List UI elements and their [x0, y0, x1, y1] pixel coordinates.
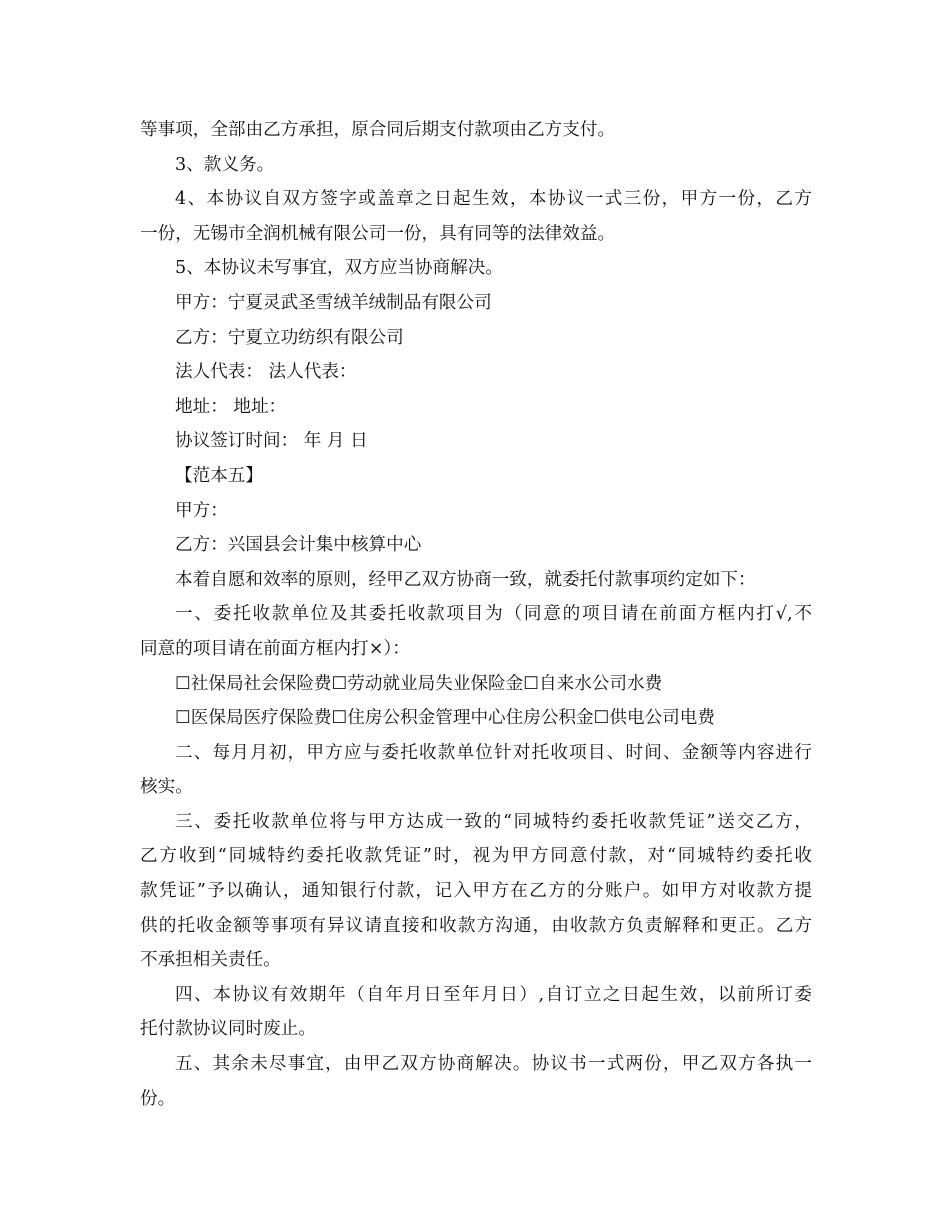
article-3: 三、委托收款单位将与甲方达成一致的“同城特约委托收款凭证”送交乙方，: [175, 811, 812, 832]
text-line: 同意的项目请在前面方框内打×）：: [140, 638, 410, 659]
checkbox-options-line: ☐社保局社会保险费☐劳动就业局失业保险金☐自来水公司水费: [175, 673, 663, 694]
clause-3: 3、款义务。: [175, 154, 275, 175]
party-b-line: 乙方：宁夏立功纺织有限公司: [175, 327, 404, 348]
party-a-line: 甲方：宁夏灵武圣雪绒羊绒制品有限公司: [175, 292, 492, 313]
text-line: 核实。: [140, 777, 193, 798]
article-5: 五、其余未尽事宜，由甲乙双方协商解决。协议书一式两份，甲乙双方各执一: [175, 1054, 812, 1075]
section-heading: 【范本五】: [175, 465, 263, 486]
legal-representative-line: 法人代表： 法人代表：: [175, 362, 357, 383]
clause-4: 4、本协议自双方签字或盖章之日起生效，本协议一式三份，甲方一份，乙方: [175, 189, 812, 210]
party-b-line: 乙方：兴国县会计集中核算中心: [175, 535, 422, 556]
text-line: 托付款协议同时废止。: [140, 1019, 316, 1040]
article-4: 四、本协议有效期年（自年月日至年月日）,自订立之日起生效，以前所订委: [175, 984, 812, 1005]
preamble-line: 本着自愿和效率的原则，经甲乙双方协商一致，就委托付款事项约定如下：: [175, 569, 756, 590]
text-line: 乙方收到“同城特约委托收款凭证”时，视为甲方同意付款，对“同城特约委托收: [140, 846, 812, 867]
address-line: 地址： 地址：: [175, 396, 287, 417]
text-line: 等事项，全部由乙方承担，原合同后期支付款项由乙方支付。: [140, 120, 616, 140]
text-line: 供的托收金额等事项有异议请直接和收款方沟通，由收款方负责解释和更正。乙方: [140, 915, 812, 936]
text-line: 款凭证”予以确认，通知银行付款，记入甲方在乙方的分账户。如甲方对收款方提: [140, 881, 812, 902]
text-line: 份。: [140, 1088, 176, 1109]
signing-date-line: 协议签订时间： 年 月 日: [175, 431, 368, 452]
party-a-line: 甲方：: [175, 500, 228, 521]
text-line: 不承担相关责任。: [140, 950, 281, 971]
text-line: 一份，无锡市全润机械有限公司一份，具有同等的法律效益。: [140, 223, 616, 244]
checkbox-options-line: ☐医保局医疗保险费☐住房公积金管理中心住房公积金☐供电公司电费: [175, 708, 715, 729]
clause-5: 5、本协议未写事宜，双方应当协商解决。: [175, 258, 503, 279]
document-body: [140, 113, 812, 1116]
article-2: 二、每月月初，甲方应与委托收款单位针对托收项目、时间、金额等内容进行: [175, 742, 812, 763]
article-1: 一、委托收款单位及其委托收款项目为（同意的项目请在前面方框内打√,不: [175, 604, 812, 625]
